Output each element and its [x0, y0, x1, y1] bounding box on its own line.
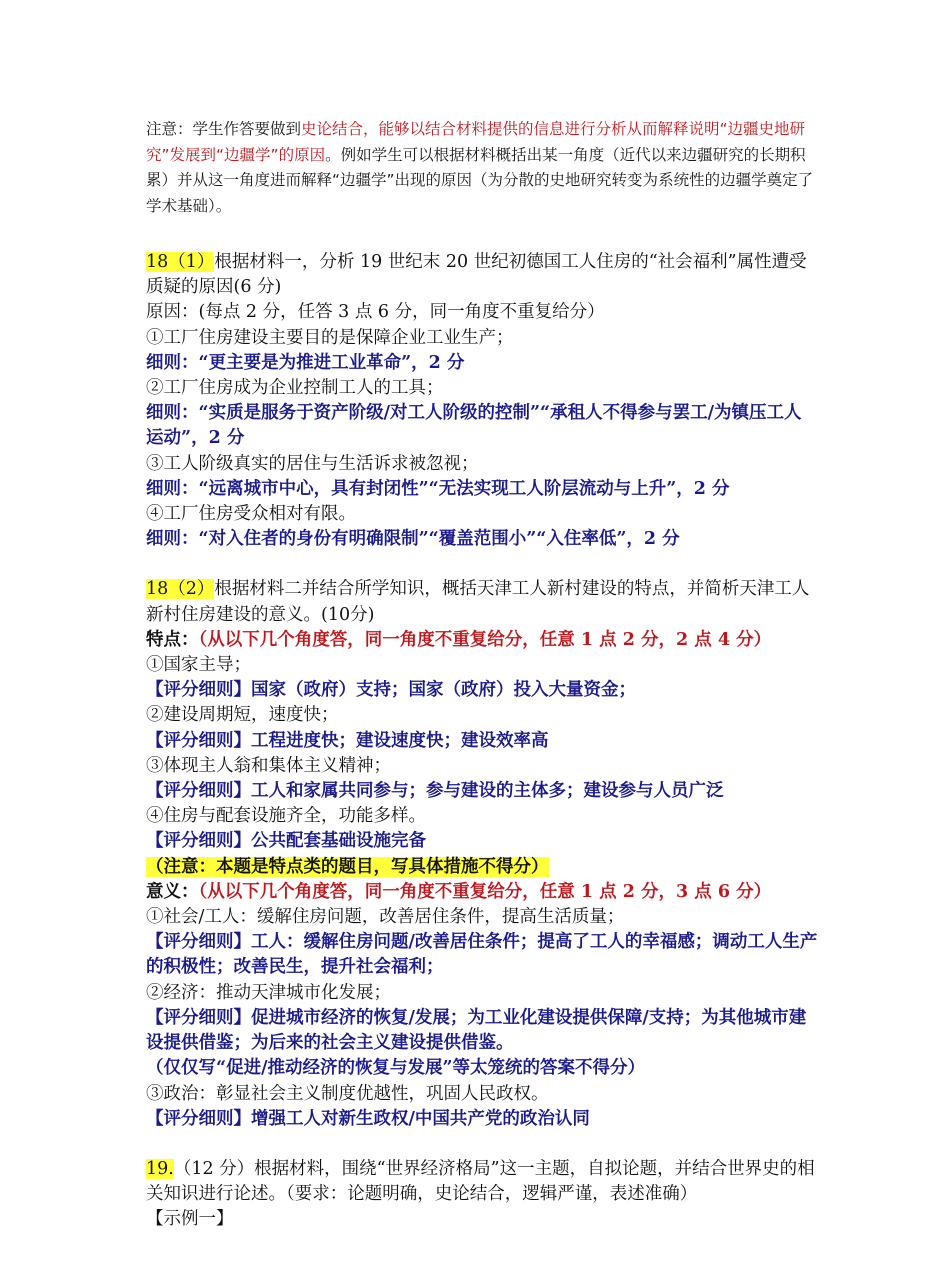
detail-tag: 【评分细则】: [146, 831, 251, 852]
detail-tag: 【评分细则】: [146, 932, 251, 953]
detail-text: 促进城市经济的恢复/发展；为工业化建设提供保障/支持；为其他城市建设提供借鉴；为后来的社会主义建设提供借鉴。: [146, 1007, 807, 1054]
grading-note: [146, 117, 818, 219]
features-label: 特点：: [146, 629, 199, 650]
scoring-detail: [146, 1107, 818, 1132]
economy-note: （仅仅写“促进/推动经济的恢复与发展”等太笼统的答案不得分）: [146, 1058, 646, 1079]
answer-point: ②经济：推动天津城市化发展；: [146, 982, 391, 1003]
detail-tag: 【评分细则】: [146, 1007, 251, 1028]
answer-point: ①社会/工人：缓解住房问题，改善居住条件，提高生活质量；: [146, 907, 625, 928]
question-number: 19.: [146, 1158, 174, 1179]
question-text: （12 分）根据材料，围绕“世界经济格局”这一主题，自拟论题，并结合世界史的相关知识进行论述。（要求：论题明确，史论结合，逻辑严谨，表述准确）: [146, 1158, 815, 1205]
meaning-rule: （从以下几个角度答，同一角度不重复给分，任意 1 点 2 分，3 点 6 分）: [198, 881, 772, 902]
example-label: 【示例一】: [146, 1209, 234, 1230]
features-note: [146, 855, 818, 880]
answer-point: ④住房与配套设施齐全，功能多样。: [146, 806, 426, 827]
scoring-detail: [146, 930, 818, 980]
question-number: 18（2）: [146, 579, 215, 600]
answer-point: ④工厂住房受众相对有限。: [146, 504, 356, 525]
detail-text: 公共配套基础设施完备: [251, 831, 426, 852]
scoring-detail: [146, 729, 818, 754]
answer-point: ①国家主导；: [146, 655, 251, 676]
meaning-label: 意义：: [146, 881, 199, 902]
meaning-heading: [146, 880, 818, 905]
detail-tag: 【评分细则】: [146, 781, 251, 802]
detail-tag: 【评分细则】: [146, 680, 251, 701]
scoring-detail: 细则：“实质是服务于资产阶级/对工人阶级的控制”“承租人不得参与罢工/为镇压工人运动”，2 分: [146, 403, 802, 449]
answer-point: ③体现主人翁和集体主义精神；: [146, 755, 391, 776]
features-note-text: （注意：本题是特点类的题目，写具体措施不得分）: [146, 856, 549, 877]
answer-point: ①工厂住房建设主要目的是保障企业工业生产；: [146, 327, 514, 348]
note-prefix: 注意：学生作答要做到: [146, 120, 302, 138]
note-suffix: 。例如学生可以根据材料概括出某一角度（近代以来边疆研究的长期积累）并从这一角度进而解释“边疆学”出现的原因（为分散的史地研究转变为系统性的边疆学奠定了学术基础）。: [146, 145, 814, 215]
question-19: [146, 1157, 818, 1207]
scoring-rule: 原因：(每点 2 分，任答 3 点 6 分，同一角度不重复给分）: [146, 302, 605, 323]
answer-point: ②建设周期短，速度快；: [146, 705, 339, 726]
detail-tag: 【评分细则】: [146, 730, 251, 751]
detail-tag: 【评分细则】: [146, 1108, 251, 1129]
answer-key-page: [146, 117, 818, 1233]
detail-text: 工程进度快；建设速度快；建设效率高: [251, 730, 549, 751]
features-rule: （从以下几个角度答，同一角度不重复给分，任意 1 点 2 分，2 点 4 分）: [198, 629, 772, 650]
features-heading: [146, 628, 818, 653]
scoring-detail: 细则：“更主要是为推进工业革命”，2 分: [146, 352, 465, 373]
question-18-1: [146, 250, 818, 300]
detail-text: 增强工人对新生政权/中国共产党的政治认同: [251, 1108, 590, 1129]
question-text: 根据材料二并结合所学知识，概括天津工人新村建设的特点，并简析天津工人新村住房建设的意义。(10分): [146, 579, 810, 625]
detail-text: 工人和家属共同参与；参与建设的主体多；建设参与人员广泛: [251, 781, 724, 802]
scoring-detail: 细则：“远离城市中心，具有封闭性”“无法实现工人阶层流动与上升”，2 分: [146, 478, 730, 499]
question-18-2: [146, 577, 818, 627]
question-number: 18（1）: [146, 252, 215, 272]
question-text: 根据材料一，分析 19 世纪末 20 世纪初德国工人住房的“社会福利”属性遭受质疑的原因(6 分): [146, 252, 807, 298]
scoring-detail: [146, 678, 818, 703]
scoring-detail: 细则：“对入住者的身份有明确限制”“覆盖范围小”“入住率低”，2 分: [146, 529, 680, 550]
detail-text: 国家（政府）支持；国家（政府）投入大量资金；: [251, 680, 636, 701]
scoring-detail: [146, 779, 818, 804]
scoring-detail: [146, 829, 818, 854]
note-highlight: 史论结合，能够以结合材料提供的信息进行分析从而解释说明“边疆史地研究”发展到“边疆学”的原因: [146, 120, 806, 164]
scoring-detail: [146, 1006, 818, 1056]
answer-point: ③工人阶级真实的居住与生活诉求被忽视；: [146, 453, 479, 474]
answer-point: ②工厂住房成为企业控制工人的工具；: [146, 378, 444, 399]
answer-point: ③政治：彰显社会主义制度优越性，巩固人民政权。: [146, 1083, 549, 1104]
detail-text: 工人：缓解住房问题/改善居住条件；提高了工人的幸福感；调动工人生产的积极性；改善民生，提升社会福利；: [146, 932, 818, 978]
